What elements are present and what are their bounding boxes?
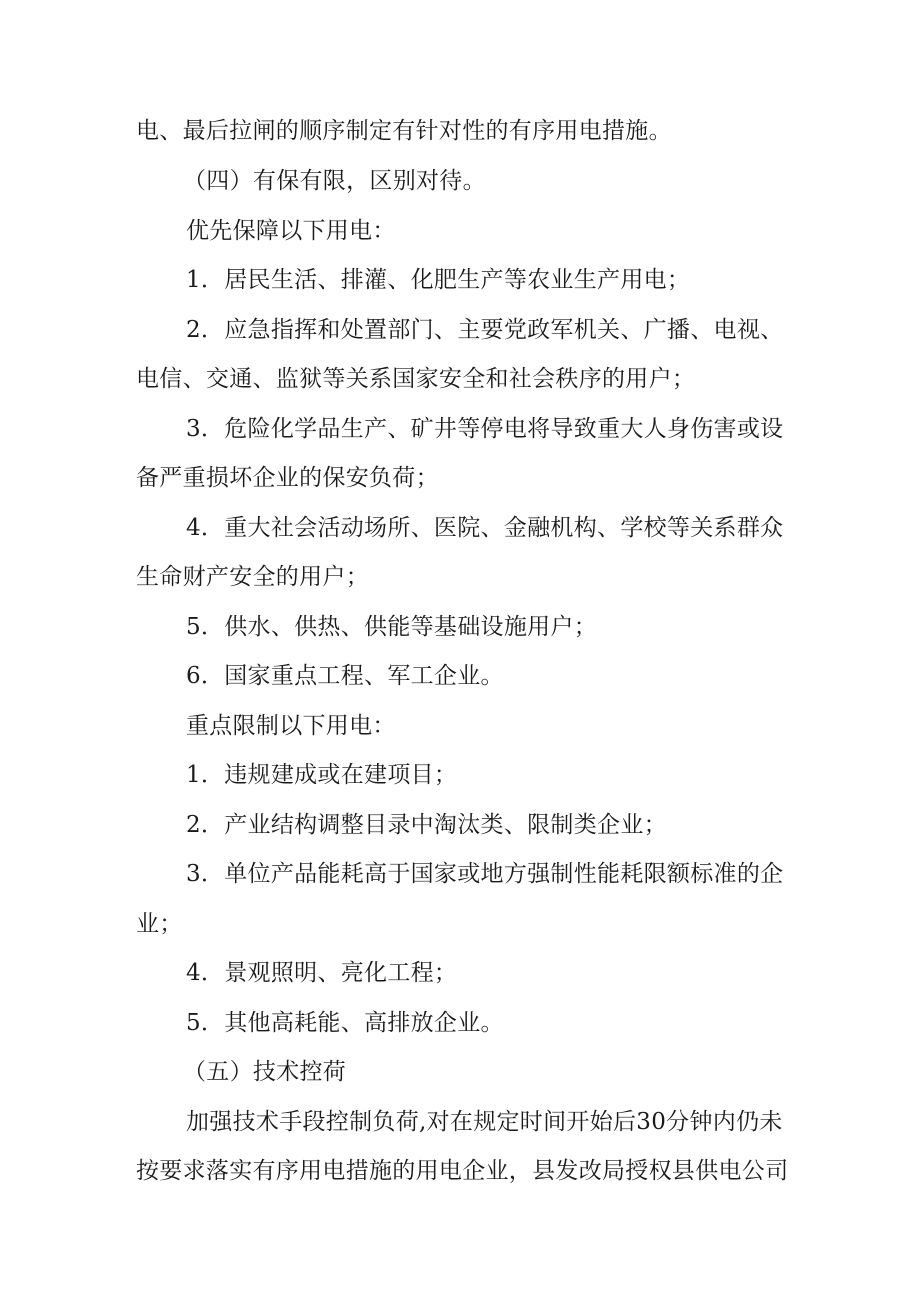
list-item: 1．居民生活、排灌、化肥生产等农业生产用电； — [186, 267, 691, 293]
list-item: 4．重大社会活动场所、医院、金融机构、学校等关系群众 — [186, 515, 784, 541]
list-item: 5．供水、供热、供能等基础设施用户； — [186, 614, 598, 640]
section-heading: （四）有保有限，区别对待。 — [183, 168, 486, 194]
paragraph-line: 电、最后拉闸的顺序制定有针对性的有序用电措施。 — [136, 118, 672, 144]
list-item: 1．违规建成或在建项目； — [186, 762, 458, 788]
list-item-continuation: 备严重损坏企业的保安负荷； — [136, 465, 439, 491]
paragraph-line: 按要求落实有序用电措施的用电企业，县发改局授权县供电公司 — [136, 1158, 789, 1184]
list-item: 3．单位产品能耗高于国家或地方强制性能耗限额标准的企 — [186, 861, 784, 887]
section-heading: （五）技术控荷 — [183, 1059, 347, 1085]
list-item: 3．危险化学品生产、矿井等停电将导致重大人身伤害或设 — [186, 416, 784, 442]
paragraph-line: 重点限制以下用电： — [186, 713, 396, 739]
list-item: 2．产业结构调整目录中淘汰类、限制类企业； — [186, 812, 667, 838]
list-item-continuation: 电信、交通、监狱等关系国家安全和社会秩序的用户； — [136, 366, 696, 392]
list-item: 5．其他高耗能、高排放企业。 — [186, 1010, 504, 1036]
list-item-continuation: 业； — [136, 911, 183, 937]
list-item-continuation: 生命财产安全的用户； — [136, 564, 369, 590]
list-item: 4．景观照明、亮化工程； — [186, 960, 458, 986]
list-item: 2．应急指挥和处置部门、主要党政军机关、广播、电视、 — [186, 317, 784, 343]
list-item: 6．国家重点工程、军工企业。 — [186, 663, 504, 689]
paragraph-line: 加强技术手段控制负荷,对在规定时间开始后30分钟内仍未 — [186, 1109, 783, 1135]
paragraph-line: 优先保障以下用电： — [186, 218, 396, 244]
